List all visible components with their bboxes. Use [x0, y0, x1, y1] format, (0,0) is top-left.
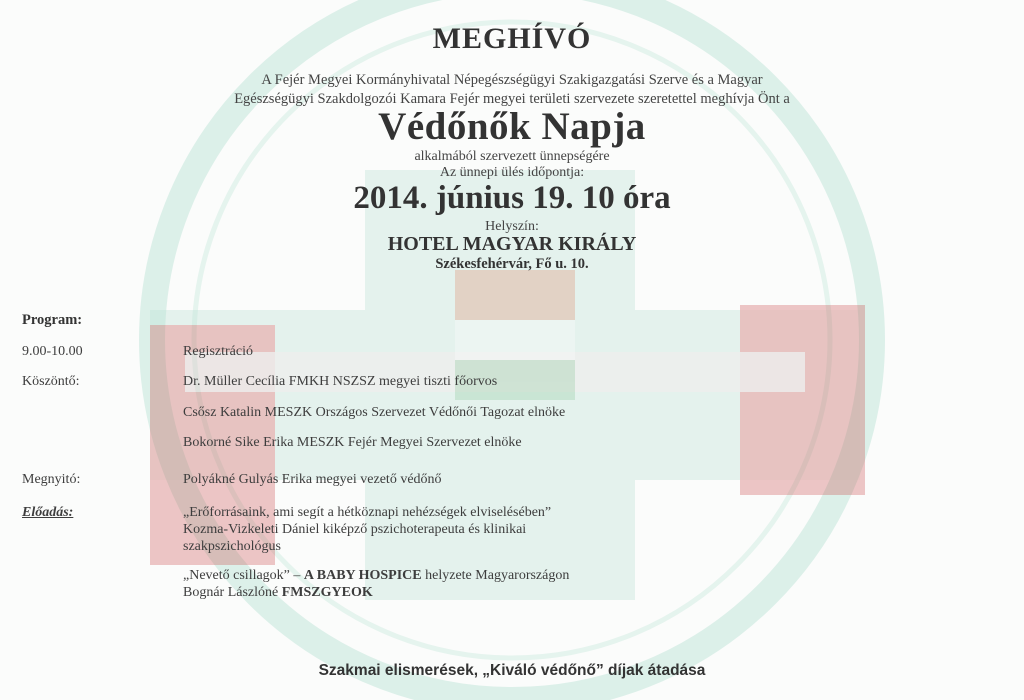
lecture-2-title-end: helyzete Magyarországon	[421, 568, 570, 583]
occasion-line-1: alkalmából szervezett ünnepségére	[414, 149, 610, 164]
footer-awards: Szakmai elismerések, „Kiváló védőnő” díjak átadása	[318, 662, 706, 679]
greeting-speaker-2: Csősz Katalin MESZK Országos Szervezet Védőnői Tagozat elnöke	[183, 405, 566, 420]
registration-text: Regisztráció	[183, 344, 253, 359]
greeting-speaker-1: Dr. Müller Cecília FMKH NSZSZ megyei tiszti főorvos	[183, 374, 498, 389]
event-name: Védőnők Napja	[378, 105, 646, 148]
lecture-1	[183, 504, 923, 555]
opening-label: Megnyitó:	[22, 472, 81, 487]
greeting-speaker-3: Bokorné Sike Erika MESZK Fejér Megyei Szervezet elnöke	[183, 435, 522, 450]
greeting-label: Köszöntő:	[22, 374, 80, 389]
lecture-2-title	[183, 567, 923, 584]
lecture-1-title: „Erőforrásaink, ami segít a hétköznapi nehézségek elviselésében”	[183, 505, 552, 520]
opening-text: Polyákné Gulyás Erika megyei vezető védőnő	[183, 472, 442, 487]
venue-address: Székesfehérvár, Fő u. 10.	[435, 256, 589, 272]
lecture-1-speaker-cont: szakpszichológus	[183, 539, 281, 554]
lectures-label: Előadás:	[22, 505, 74, 520]
lecture-2-title-start: „Nevető csillagok” –	[183, 568, 304, 583]
lecture-2-org: FMSZGYEOK	[281, 585, 373, 600]
lecture-1-speaker: Kozma-Vizkeleti Dániel kiképző pszichoterapeuta és klinikai	[183, 522, 527, 537]
lecture-2-speaker: Bognár Lászlóné	[183, 585, 282, 600]
event-occasion	[0, 149, 1024, 181]
event-date: 2014. június 19. 10 óra	[353, 180, 671, 216]
lecture-2-speaker-line	[183, 584, 923, 601]
occasion-line-2: Az ünnepi ülés időpontja:	[439, 165, 585, 180]
invitation-title: MEGHÍVÓ	[432, 22, 592, 55]
intro-line-1: A Fejér Megyei Kormányhivatal Népegészségügyi Szakigazgatási Szerve és a Magyar	[261, 72, 763, 88]
intro-line-2: Egészségügyi Szakdolgozói Kamara Fejér megyei területi szervezete szeretettel meghívja Önt a	[234, 91, 790, 107]
lecture-2-title-bold: A BABY HOSPICE	[303, 568, 422, 583]
program-heading: Program:	[22, 312, 83, 328]
venue-label: Helyszín:	[485, 219, 539, 234]
registration-time: 9.00-10.00	[22, 344, 83, 359]
lecture-2	[183, 567, 923, 601]
venue-name: HOTEL MAGYAR KIRÁLY	[387, 233, 637, 255]
